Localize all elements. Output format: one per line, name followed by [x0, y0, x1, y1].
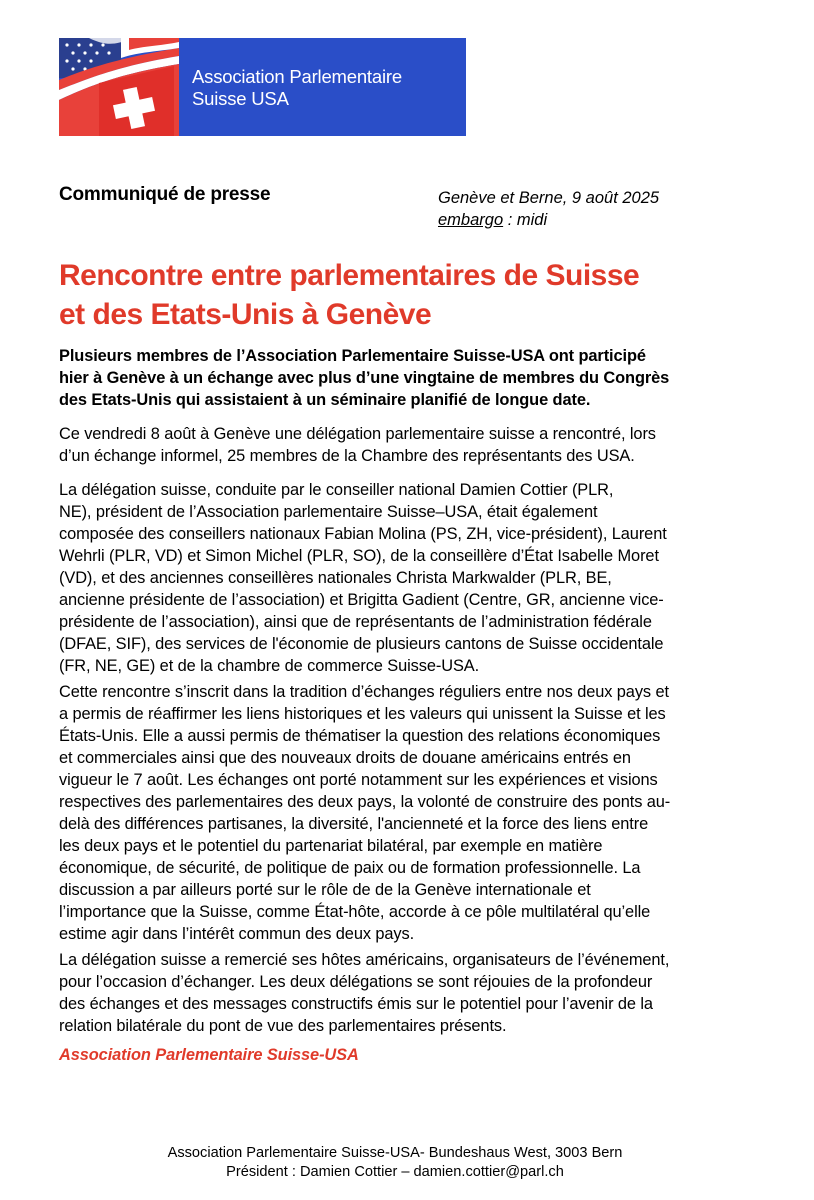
embargo-line: [438, 209, 659, 231]
paragraph-line: des échanges et des messages constructifs émis sur le potentiel pour l’avenir de la: [59, 995, 653, 1013]
paragraph-line: La délégation suisse a remercié ses hôtes américains, organisateurs de l’événement,: [59, 951, 670, 969]
paragraph-line: (VD), et des anciennes conseillères nationales Christa Markwalder (PLR, BE,: [59, 569, 612, 587]
paragraph-line: discussion a par ailleurs porté sur le rôle de de la Genève internationale et: [59, 881, 591, 899]
embargo-value: : midi: [503, 211, 548, 229]
paragraph-line: États-Unis. Elle a aussi permis de thématiser la question des relations économiques: [59, 727, 661, 745]
paragraph-line: ancienne présidente de l’association) et Brigitta Gadient (Centre, GR, ancienne vice-: [59, 591, 664, 609]
paragraph-line: présidente de l’association), ainsi que de représentants de l’administration fédérale: [59, 613, 652, 631]
paragraph-line: et commerciales ainsi que des nouveaux droits de douane américains entrés en: [59, 749, 631, 767]
body-paragraph-3: [59, 681, 670, 945]
dateline: Genève et Berne, 9 août 2025: [438, 189, 660, 207]
lead-line: hier à Genève à un échange avec plus d’une vingtaine de membres du Congrès: [59, 369, 670, 387]
dateline-block: [438, 187, 659, 231]
footer-address: Association Parlementaire Suisse-USA- Bundeshaus West, 3003 Bern: [167, 1145, 623, 1161]
paragraph-line: (FR, NE, GE) et de la chambre de commerce Suisse-USA.: [59, 657, 480, 675]
paragraph-line: relation bilatérale du pont de vue des parlementaires présents.: [59, 1017, 507, 1035]
logo-title-line1: Association Parlementaire: [192, 66, 402, 87]
signature: Association Parlementaire Suisse-USA: [59, 1046, 359, 1064]
embargo-label: embargo: [438, 211, 504, 229]
paragraph-line: pour l’occasion d’échanger. Les deux délégations se sont réjouies de la profondeur: [59, 973, 653, 991]
paragraph-line: delà des différences partisanes, la diversité, l'ancienneté et la force des liens entre: [59, 815, 649, 833]
paragraph-line: a permis de réaffirmer les liens historiques et les valeurs qui unissent la Suisse et les: [59, 705, 666, 723]
logo-title: [192, 66, 402, 110]
headline-line: Rencontre entre parlementaires de Suisse: [59, 259, 640, 292]
paragraph-line: l’importance que la Suisse, comme État-hôte, accorde à ce pôle multilatéral qu’elle: [59, 903, 651, 921]
paragraph-line: Wehrli (PLR, VD) et Simon Michel (PLR, SO), de la conseillère d’État Isabelle Moret: [59, 547, 659, 565]
paragraph-line: estime agir dans l’intérêt commun des deux pays.: [59, 925, 415, 943]
paragraph-line: composée des conseillers nationaux Fabian Molina (PS, ZH, vice-président), Laurent: [59, 525, 667, 543]
paragraph-line: vigueur le 7 août. Les échanges ont porté notamment sur les expériences et visions: [59, 771, 658, 789]
paragraph-line: les deux pays et le potentiel du partenariat bilatéral, par exemple en matière: [59, 837, 603, 855]
lead-paragraph: [59, 345, 669, 411]
paragraph-line: d’un échange informel, 25 membres de la Chambre des représentants des USA.: [59, 447, 635, 465]
paragraph-line: (DFAE, SIF), des services de l'économie de plusieurs cantons de Suisse occidentale: [59, 635, 664, 653]
us-swiss-flag-emblem-icon: [59, 38, 179, 136]
paragraph-line: NE), président de l’Association parlementaire Suisse–USA, était également: [59, 503, 598, 521]
paragraph-line: La délégation suisse, conduite par le conseiller national Damien Cottier (PLR,: [59, 481, 614, 499]
header-banner: [59, 38, 466, 136]
body-paragraph-2: [59, 479, 667, 677]
paragraph-line: Ce vendredi 8 août à Genève une délégation parlementaire suisse a rencontré, lors: [59, 425, 656, 443]
headline-line: et des Etats-Unis à Genève: [59, 298, 432, 331]
footer-contact: Président : Damien Cottier – damien.cottier@parl.ch: [226, 1164, 564, 1180]
paragraph-line: économique, de sécurité, de politique de paix ou de formation professionnelle. La: [59, 859, 641, 877]
body-paragraph-1: [59, 423, 656, 467]
press-release-label: Communiqué de presse: [59, 184, 271, 205]
lead-line: des Etats-Unis qui assistaient à un séminaire planifié de longue date.: [59, 391, 591, 409]
body-paragraph-4: [59, 949, 669, 1037]
footer: [0, 1144, 790, 1182]
headline: [59, 256, 779, 334]
logo-title-line2: Suisse USA: [192, 88, 289, 109]
paragraph-line: Cette rencontre s’inscrit dans la tradition d’échanges réguliers entre nos deux pays et: [59, 683, 669, 701]
lead-line: Plusieurs membres de l’Association Parlementaire Suisse-USA ont participé: [59, 347, 646, 365]
paragraph-line: respectives des parlementaires des deux pays, la volonté de construire des ponts au-: [59, 793, 671, 811]
